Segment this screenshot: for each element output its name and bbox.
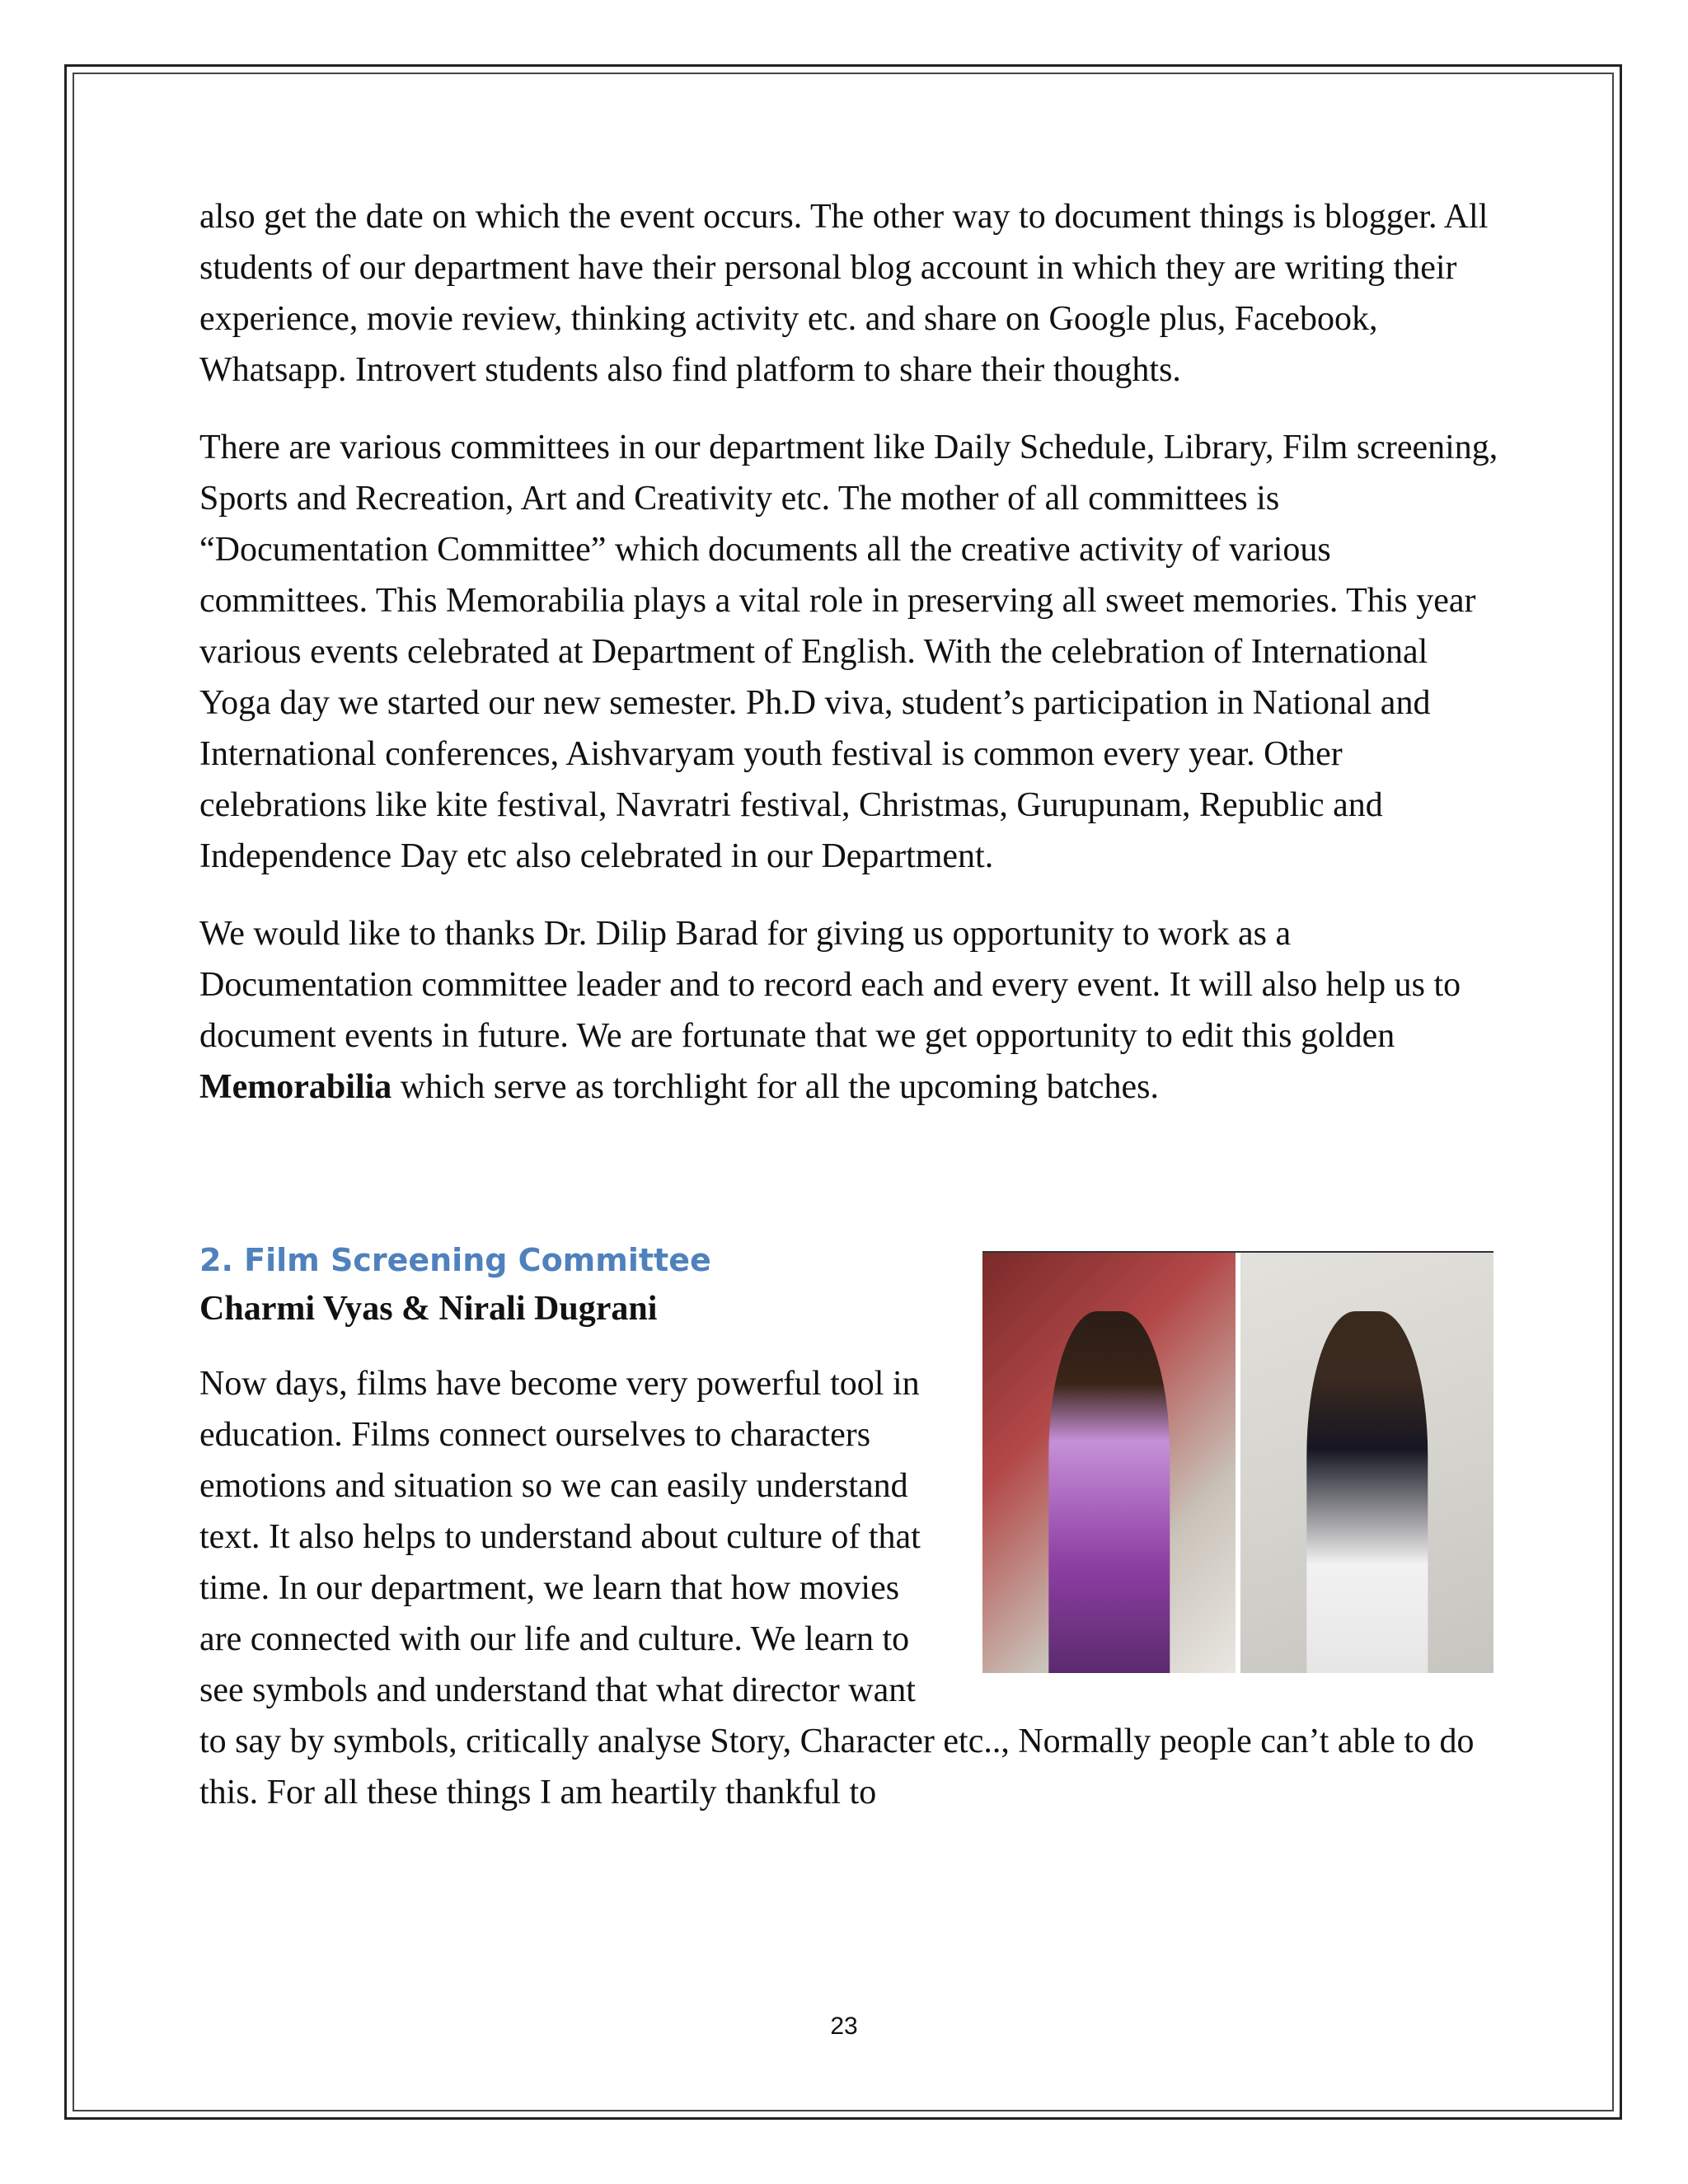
photo-right-person	[1240, 1253, 1493, 1673]
committee-photo	[982, 1251, 1493, 1673]
paragraph-film-screening: Now days, films have become very powerful tool in education. Films connect ourselves to characters emotions and situation so we can easily understand text. It also helps to understand about culture of that time. In our department, we learn that how movies are connected with our life and culture. We learn to see symbols and understand that what director want to say by symbols, critically analyse Story, Character etc.., Normally people can’t able to do this. For all these things I am heartily thankful to	[199, 1365, 1475, 1811]
paragraph-blogger: also get the date on which the event occurs. The other way to document things is blogger. All students of our department have their personal blog account in which they are writing their experience, movie review, thinking activity etc. and share on Google plus, Facebook, Whatsapp. Introvert students also find platform to share their thoughts.	[199, 198, 1489, 389]
memorabilia-bold: Memorabilia	[199, 1068, 392, 1106]
thanks-text-end: which serve as torchlight for all the upcoming batches.	[392, 1068, 1160, 1106]
paragraph-committees: There are various committees in our department like Daily Schedule, Library, Film screening, Sports and Recreation, Art and Creativity etc. The mother of all committees is “Documentation Committee” which documents all the creative activity of various committees. This Memorabilia plays a vital role in preserving all sweet memories. This year various events celebrated at Department of English. With the celebration of International Yoga day we started our new semester. Ph.D viva, student’s participation in National and International conferences, Aishvaryam youth festival is common every year. Other celebrations like kite festival, Navratri festival, Christmas, Gurupunam, Republic and Independence Day etc also celebrated in our Department.	[199, 429, 1498, 875]
thanks-text-start: We would like to thanks Dr. Dilip Barad for giving us opportunity to work as a Documentation committee leader and to record each and every event. It will also help us to document events in future. We are fortunate that we get opportunity to edit this golden	[199, 915, 1461, 1055]
photo-left-person	[982, 1253, 1236, 1673]
section-authors: Charmi Vyas & Nirali Dugrani	[199, 1290, 658, 1328]
document-body	[199, 191, 1502, 1844]
page-number: 23	[830, 2013, 858, 2040]
paragraph-thanks	[199, 908, 1502, 1113]
section-heading: 2. Film Screening Committee	[199, 1242, 711, 1278]
